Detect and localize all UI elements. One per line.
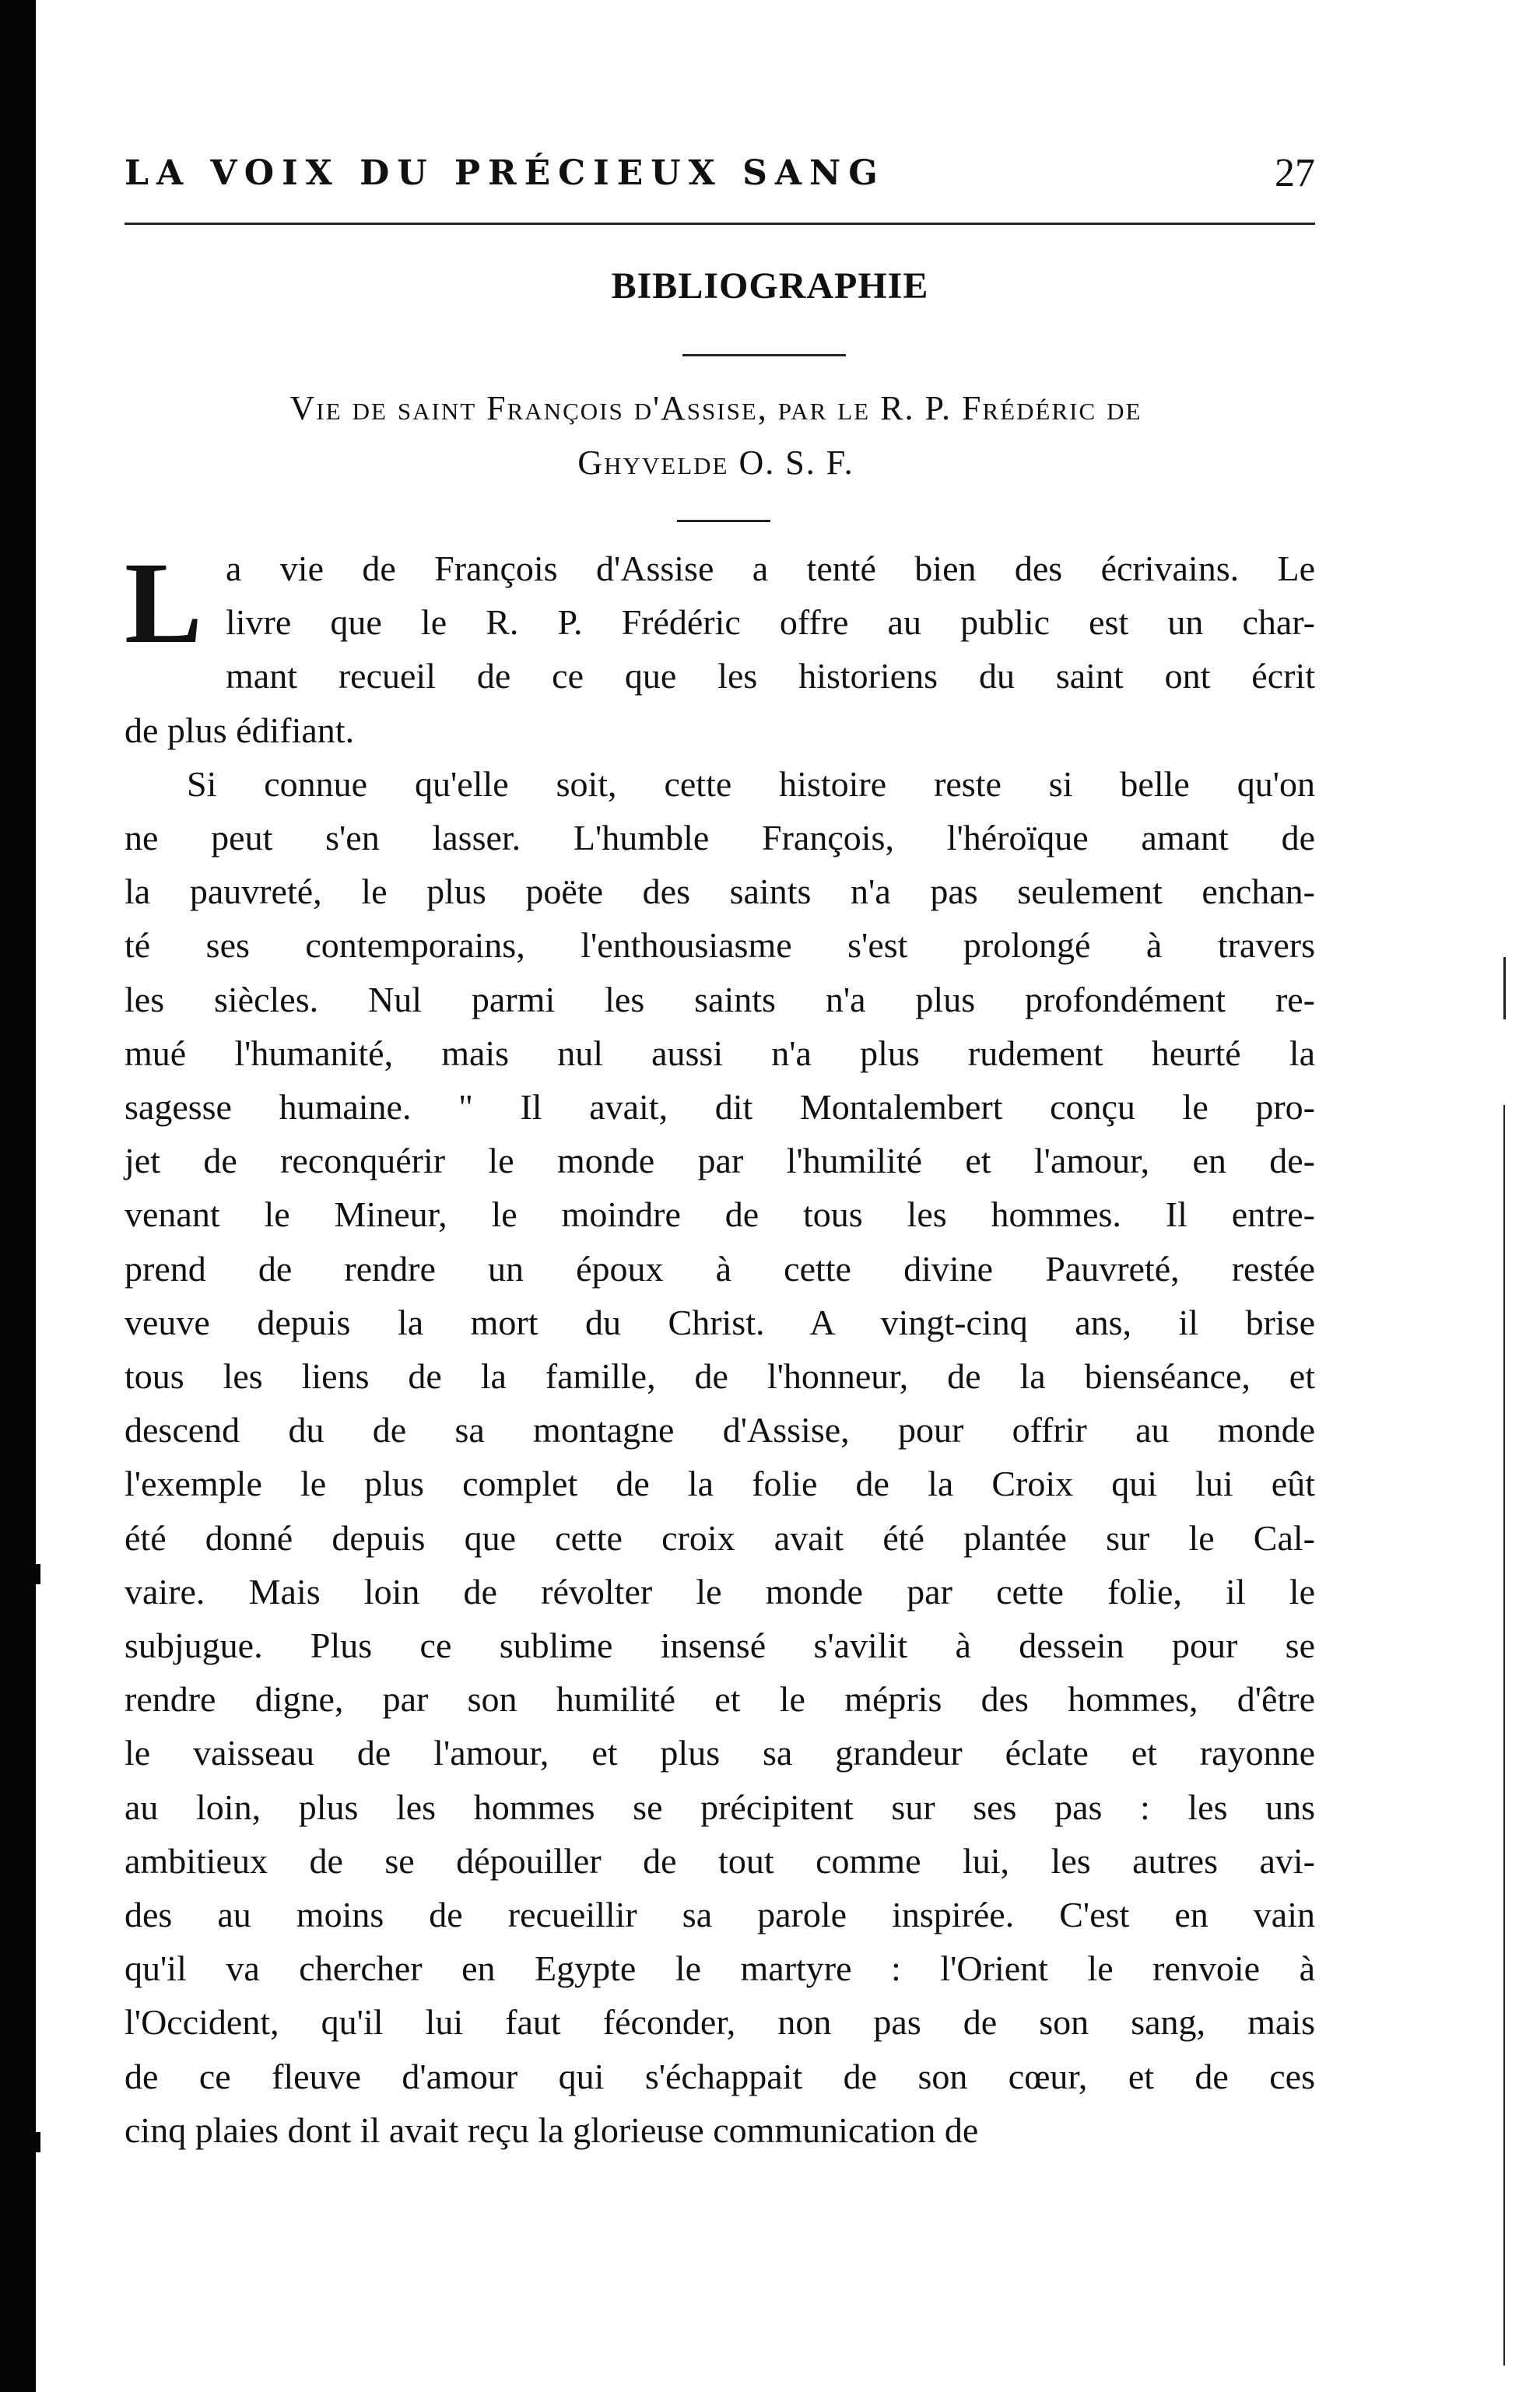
text-line: a vie de François d'Assise a tenté bien des écrivains. Le — [226, 549, 1315, 588]
page-number: 27 — [1275, 151, 1315, 195]
text-line: té ses contemporains, l'enthousiasme s'est prolongé à travers — [125, 925, 1315, 965]
text-line: descend du de sa montagne d'Assise, pour offrir au monde — [125, 1410, 1315, 1450]
separator-rule — [677, 520, 770, 522]
margin-mark — [1503, 1105, 1505, 2366]
text-line: tous les liens de la famille, de l'honneur, de la bienséance, et — [125, 1356, 1315, 1396]
text-line: le vaisseau de l'amour, et plus sa grandeur éclate et rayonne — [125, 1733, 1315, 1773]
edge-notch — [30, 1564, 40, 1584]
edge-notch — [30, 2132, 40, 2152]
text-line: qu'il va chercher en Egypte le martyre : l'Orient le renvoie à — [125, 1948, 1315, 1988]
header-rule — [125, 223, 1315, 225]
page-edge-bar — [0, 0, 36, 2392]
text-line: la pauvreté, le plus poëte des saints n'a pas seulement enchan- — [125, 872, 1315, 911]
text-line: prend de rendre un époux à cette divine Pauvreté, restée — [125, 1249, 1315, 1289]
text-line: venant le Mineur, le moindre de tous les hommes. Il entre- — [125, 1194, 1315, 1234]
running-header — [125, 152, 1315, 198]
text-line: livre que le R. P. Frédéric offre au public est un char- — [226, 602, 1315, 642]
text-line: ne peut s'en lasser. L'humble François, l'héroïque amant de — [125, 818, 1315, 858]
book-title-line: Vie de saint François d'Assise, par le R. P. Frédéric de — [289, 389, 1142, 427]
text-line: les siècles. Nul parmi les saints n'a plus profondément re- — [125, 980, 1315, 1019]
text-line: l'exemple le plus complet de la folie de la Croix qui lui eût — [125, 1464, 1315, 1503]
text-line: été donné depuis que cette croix avait été plantée sur le Cal- — [125, 1518, 1315, 1558]
running-title: LA VOIX DU PRÉCIEUX SANG — [125, 153, 886, 193]
text-line: de ce fleuve d'amour qui s'échappait de son cœur, et de ces — [125, 2057, 1315, 2096]
book-title-line: Ghyvelde O. S. F. — [577, 444, 854, 482]
text-line: l'Occident, qu'il lui faut féconder, non pas de son sang, mais — [125, 2002, 1315, 2042]
book-title — [109, 381, 1323, 490]
text-line: mant recueil de ce que les historiens du saint ont écrit — [226, 656, 1315, 696]
section-title: BIBLIOGRAPHIE — [611, 265, 929, 307]
margin-mark — [1503, 957, 1506, 1019]
title-rule — [682, 354, 846, 356]
text-line: au loin, plus les hommes se précipitent sur ses pas : les uns — [125, 1787, 1315, 1827]
text-line: ambitieux de se dépouiller de tout comme lui, les autres avi- — [125, 1841, 1315, 1881]
text-line: vaire. Mais loin de révolter le monde par cette folie, il le — [125, 1572, 1315, 1612]
text-line: jet de reconquérir le monde par l'humilité et l'amour, en de- — [125, 1141, 1315, 1180]
text-line: veuve depuis la mort du Christ. A vingt-cinq ans, il brise — [125, 1303, 1315, 1342]
text-line: mué l'humanité, mais nul aussi n'a plus rudement heurté la — [125, 1033, 1315, 1073]
text-line: Si connue qu'elle soit, cette histoire reste si belle qu'on — [187, 764, 1315, 804]
text-line: subjugue. Plus ce sublime insensé s'avilit à dessein pour se — [125, 1626, 1315, 1665]
text-line: cinq plaies dont il avait reçu la glorieuse communication de — [125, 2110, 979, 2150]
text-line: sagesse humaine. " Il avait, dit Montalembert conçu le pro- — [125, 1087, 1315, 1127]
text-line: rendre digne, par son humilité et le mépris des hommes, d'être — [125, 1679, 1315, 1719]
drop-cap: L — [125, 538, 203, 668]
text-line: de plus édifiant. — [125, 710, 355, 750]
text-line: des au moins de recueillir sa parole inspirée. C'est en vain — [125, 1895, 1315, 1934]
